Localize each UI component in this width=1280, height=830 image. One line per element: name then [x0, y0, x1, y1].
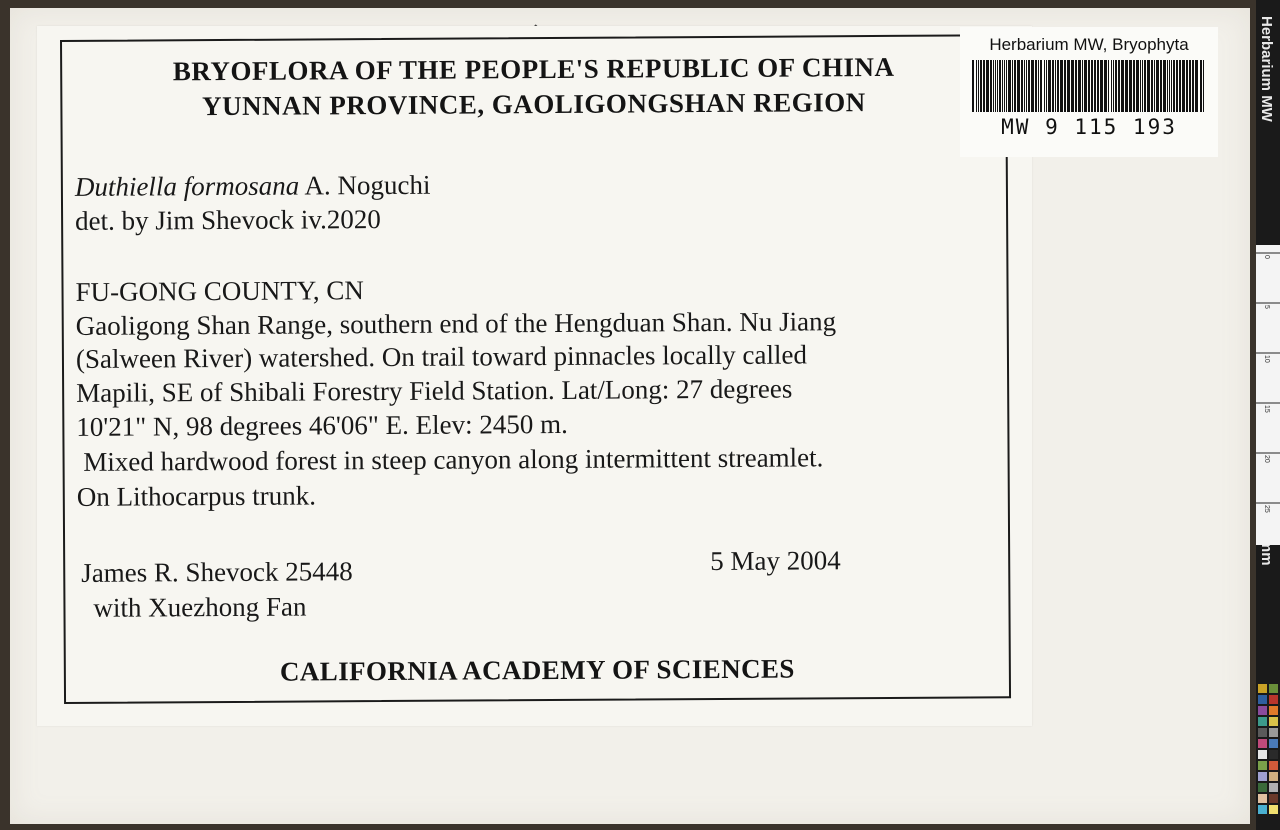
barcode-bar [1169, 60, 1170, 112]
barcode-bar [1097, 60, 1099, 112]
label-header-line1: BRYOFLORA OF THE PEOPLE'S REPUBLIC OF CHINA [172, 51, 895, 87]
barcode-bar [1203, 60, 1204, 112]
label-frame [60, 34, 1011, 704]
color-swatch [1258, 761, 1267, 770]
color-swatch [1269, 783, 1278, 792]
color-swatch [1258, 783, 1267, 792]
ruler-tick-label: 15 [1263, 405, 1270, 413]
color-swatch [1258, 739, 1267, 748]
barcode-bar [1171, 60, 1172, 112]
collector: James R. Shevock 25448 [81, 556, 353, 588]
barcode-bar [1060, 60, 1063, 112]
barcode-bar [1017, 60, 1020, 112]
color-swatch [1269, 706, 1278, 715]
barcode-bar [1055, 60, 1056, 112]
color-swatch [1258, 728, 1267, 737]
color-calibration-swatches [1258, 684, 1280, 830]
locality-line: (Salween River) watershed. On trail toward pinnacles locally called [75, 339, 808, 374]
barcode-bar [1100, 60, 1103, 112]
barcode-bar [1129, 60, 1132, 112]
barcode-bar [1160, 60, 1162, 112]
barcode-number: MW 9 115 193 [1001, 115, 1177, 139]
barcode-bar [1038, 60, 1039, 112]
barcode-bar [1182, 60, 1185, 112]
barcode-bar [1104, 60, 1107, 112]
barcode-bar [1144, 60, 1146, 112]
barcode-bar [1151, 60, 1153, 112]
barcode-bar [1113, 60, 1114, 112]
barcode-bar [1052, 60, 1054, 112]
determination: det. by Jim Shevock iv.2020 [75, 204, 381, 236]
barcode-bar [1156, 60, 1159, 112]
barcode-bar [1173, 60, 1175, 112]
barcode-bar [1035, 60, 1037, 112]
ruler-tick-label: 0 [1263, 255, 1270, 259]
barcode-bar [1082, 60, 1083, 112]
barcode-bar [976, 60, 977, 112]
barcode-bar [978, 60, 979, 112]
taxon-author: A. Noguchi [299, 169, 431, 201]
barcode-bar [1176, 60, 1178, 112]
color-swatch [1258, 706, 1267, 715]
barcode-bar [1147, 60, 1150, 112]
barcode-bar [1048, 60, 1051, 112]
color-swatch [1269, 805, 1278, 814]
color-swatch [1258, 772, 1267, 781]
barcode-bar [1189, 60, 1191, 112]
barcode-bar [1026, 60, 1027, 112]
barcode-bar [1200, 60, 1202, 112]
barcode-bars [972, 60, 1208, 112]
barcode-bar [1040, 60, 1042, 112]
taxon-line [75, 170, 431, 203]
barcode-bar [1154, 60, 1155, 112]
barcode-bar [1088, 60, 1090, 112]
barcode-bar [1057, 60, 1059, 112]
color-swatch [1269, 717, 1278, 726]
ruler-tick-label: 5 [1263, 305, 1270, 309]
locality-line: Mapili, SE of Shibali Forestry Field Station. Lat/Long: 27 degrees [76, 373, 793, 408]
collector-with: with Xuezhong Fan [93, 591, 307, 623]
color-swatch [1258, 684, 1267, 693]
barcode-bar [995, 60, 996, 112]
color-swatch [1269, 728, 1278, 737]
barcode-bar [1094, 60, 1096, 112]
barcode-bar [1014, 60, 1016, 112]
barcode-bar [1125, 60, 1128, 112]
barcode-bar [986, 60, 989, 112]
institution-footer: CALIFORNIA ACADEMY OF SCIENCES [279, 653, 795, 687]
color-swatch [1269, 750, 1278, 759]
color-swatch [1269, 684, 1278, 693]
barcode-bar [1012, 60, 1013, 112]
barcode-label [960, 27, 1218, 157]
barcode-bar [1121, 60, 1124, 112]
barcode-bar [999, 60, 1001, 112]
barcode-title: Herbarium MW, Bryophyta [989, 35, 1189, 54]
barcode-bar [1006, 60, 1007, 112]
color-swatch [1258, 717, 1267, 726]
label-header-line2: YUNNAN PROVINCE, GAOLIGONGSHAN REGION [202, 87, 866, 122]
barcode-bar [1167, 60, 1168, 112]
collection-date: 5 May 2004 [710, 545, 841, 577]
barcode-bar [1028, 60, 1030, 112]
barcode-bar [1140, 60, 1141, 112]
barcode-bar [1031, 60, 1034, 112]
barcode-bar [1067, 60, 1070, 112]
barcode-bar [1075, 60, 1077, 112]
color-swatch [1269, 772, 1278, 781]
barcode-bar [1186, 60, 1188, 112]
ruler-tick-label: 10 [1263, 355, 1270, 363]
barcode-bar [993, 60, 994, 112]
ruler-tick-label: 20 [1263, 455, 1270, 463]
barcode-bar [1136, 60, 1139, 112]
color-swatch [1269, 794, 1278, 803]
barcode-bar [1163, 60, 1166, 112]
barcode-bar [972, 60, 974, 112]
barcode-bar [980, 60, 982, 112]
barcode-bar [1021, 60, 1023, 112]
locality-line: 10'21" N, 98 degrees 46'06" E. Elev: 2450 m. [76, 408, 568, 442]
barcode-bar [1084, 60, 1087, 112]
color-swatch [1258, 805, 1267, 814]
color-swatch [1258, 750, 1267, 759]
barcode-bar [1078, 60, 1081, 112]
barcode-bar [1179, 60, 1181, 112]
ruler-tick-label: 25 [1263, 505, 1270, 513]
ruler-scale [1256, 245, 1280, 545]
barcode-bar [1046, 60, 1047, 112]
habitat-line: On Lithocarpus trunk. [76, 480, 317, 512]
barcode-bar [1118, 60, 1120, 112]
color-swatch [1258, 695, 1267, 704]
barcode-bar [1004, 60, 1005, 112]
barcode-bar [1115, 60, 1117, 112]
barcode-bar [1008, 60, 1011, 112]
barcode-bar [1133, 60, 1135, 112]
color-swatch [1269, 695, 1278, 704]
color-swatch [1269, 761, 1278, 770]
barcode-bar [1071, 60, 1074, 112]
locality-line: Gaoligong Shan Range, southern end of the Hengduan Shan. Nu Jiang [75, 306, 837, 341]
color-swatch [1258, 794, 1267, 803]
ruler-ticks [1256, 245, 1280, 545]
barcode-bar [997, 60, 998, 112]
ruler-herbarium-text: Herbarium MW [1258, 16, 1275, 122]
barcode-bar [1044, 60, 1045, 112]
taxon-name: Duthiella formosana [74, 170, 300, 202]
county: FU-GONG COUNTY, CN [75, 275, 364, 307]
barcode-bar [990, 60, 992, 112]
barcode-bar [1002, 60, 1003, 112]
color-swatch [1269, 739, 1278, 748]
barcode-bar [1111, 60, 1112, 112]
habitat-line: Mixed hardwood forest in steep canyon along intermittent streamlet. [76, 442, 824, 477]
barcode-bar [1108, 60, 1109, 112]
barcode-bar [1024, 60, 1025, 112]
barcode-bar [1142, 60, 1143, 112]
barcode-bar [1064, 60, 1066, 112]
barcode-bar [983, 60, 985, 112]
barcode-bar [1091, 60, 1093, 112]
barcode-bar [1192, 60, 1194, 112]
barcode-bar [1195, 60, 1198, 112]
